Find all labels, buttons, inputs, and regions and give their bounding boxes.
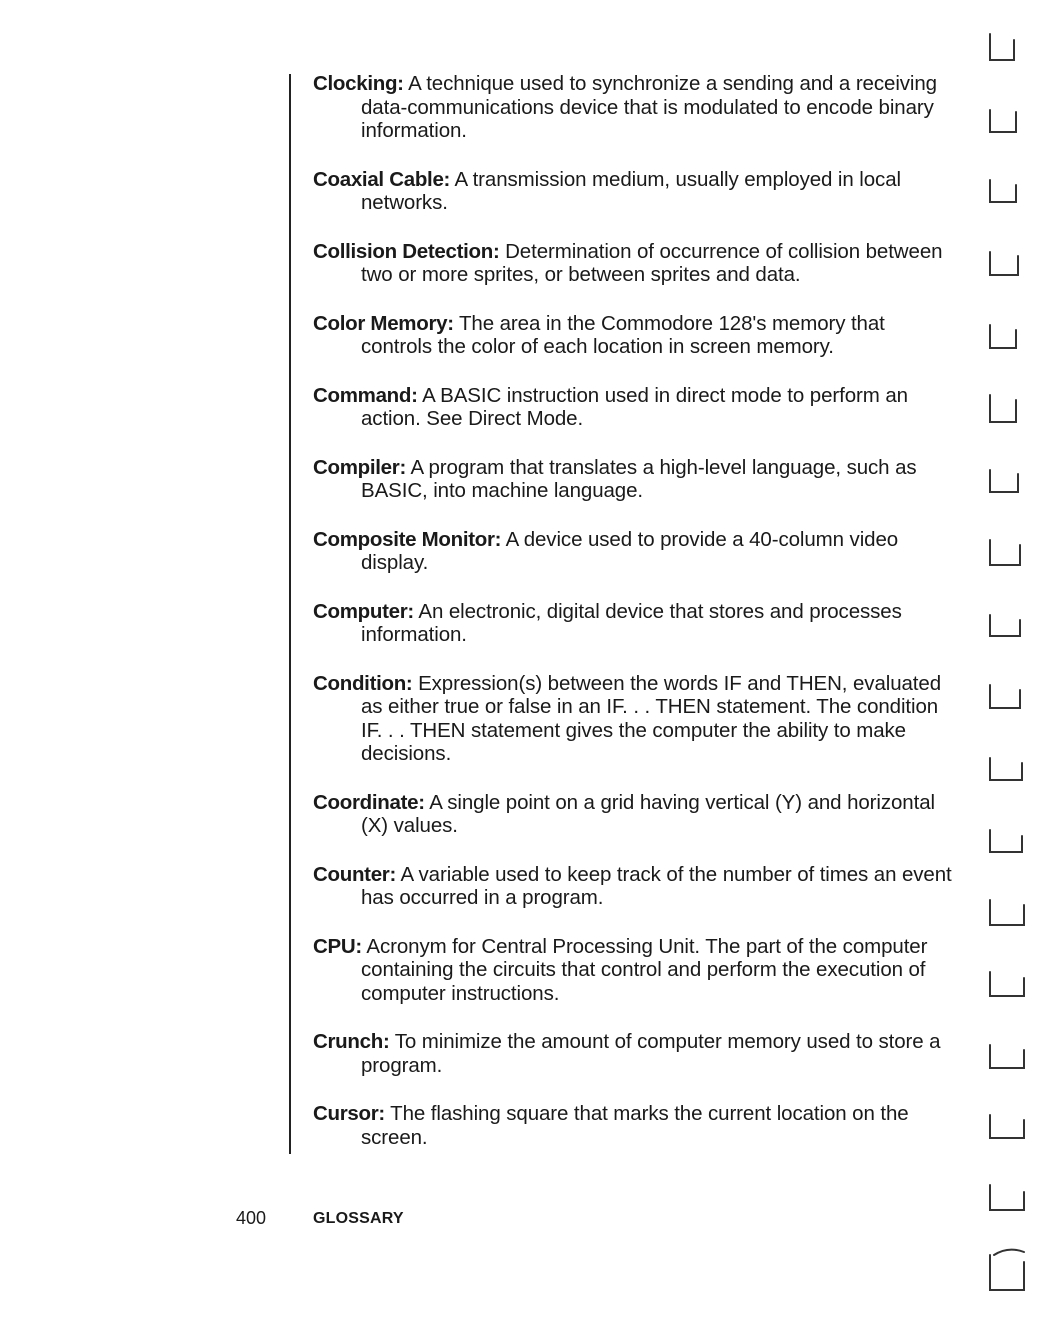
glossary-definition: A program that translates a high-level language, such as BASIC, into machine language. bbox=[361, 455, 917, 502]
glossary-entry bbox=[313, 672, 953, 766]
binding-hole-mark bbox=[990, 1115, 1024, 1138]
glossary-term: Counter: bbox=[313, 862, 397, 886]
glossary-term: Crunch: bbox=[313, 1030, 390, 1053]
glossary-definition: The area in the Commodore 128's memory that controls the color of each location in screen memory. bbox=[361, 311, 885, 358]
binding-hole-mark bbox=[990, 830, 1022, 852]
glossary-term: Coaxial Cable: bbox=[313, 167, 451, 191]
binding-hole-mark bbox=[990, 685, 1020, 708]
binding-hole-mark bbox=[990, 972, 1024, 996]
page-number: 400 bbox=[236, 1208, 267, 1228]
glossary-definition: A device used to provide a 40-column video display. bbox=[361, 527, 899, 574]
glossary-term: Composite Monitor: bbox=[313, 527, 502, 551]
glossary-entry bbox=[313, 528, 953, 575]
glossary-term: CPU: bbox=[313, 934, 362, 958]
binding-hole-mark bbox=[990, 1185, 1024, 1210]
binding-hole-mark bbox=[990, 1045, 1024, 1068]
glossary-entry bbox=[313, 863, 953, 910]
margin-rule bbox=[289, 74, 291, 1154]
glossary-definition: Expression(s) between the words IF and THEN, evaluated as either true or false in an IF. . . THEN statement. The condition IF. . . THEN statement gives the computer the ability to make decisions. bbox=[361, 671, 942, 765]
binding-hole-mark bbox=[990, 470, 1018, 492]
binding-hole-mark bbox=[990, 758, 1022, 780]
glossary-term: Color Memory: bbox=[313, 311, 454, 335]
glossary-term: Collision Detection: bbox=[313, 239, 500, 263]
glossary-entry bbox=[313, 312, 953, 359]
glossary-entry bbox=[313, 600, 953, 647]
section-label: GLOSSARY bbox=[313, 1210, 404, 1227]
binding-holes bbox=[984, 30, 1034, 1300]
glossary-term: Compiler: bbox=[313, 455, 406, 479]
glossary-term: Coordinate: bbox=[313, 790, 425, 814]
binding-hole-mark bbox=[990, 395, 1016, 422]
binding-hole-mark bbox=[990, 34, 1014, 60]
glossary-definition: A BASIC instruction used in direct mode to perform an action. See Direct Mode. bbox=[361, 383, 908, 430]
binding-hole-mark bbox=[990, 615, 1020, 636]
binding-hole-mark bbox=[990, 180, 1016, 202]
glossary-entry bbox=[313, 1102, 953, 1149]
glossary-term: Command: bbox=[313, 383, 418, 407]
glossary-entry bbox=[313, 935, 953, 1006]
glossary-entry bbox=[313, 72, 953, 143]
binding-hole-mark bbox=[990, 325, 1016, 348]
glossary-list bbox=[313, 72, 953, 1174]
glossary-definition: A variable used to keep track of the number of times an event has occurred in a program. bbox=[361, 862, 952, 909]
glossary-definition: The flashing square that marks the current location on the screen. bbox=[361, 1102, 909, 1149]
glossary-entry bbox=[313, 456, 953, 503]
glossary-entry bbox=[313, 384, 953, 431]
binding-hole-mark bbox=[990, 540, 1020, 565]
glossary-definition: A transmission medium, usually employed in local networks. bbox=[361, 167, 901, 214]
glossary-definition: A single point on a grid having vertical (Y) and horizontal (X) values. bbox=[361, 790, 935, 837]
binding-hole-mark bbox=[990, 1250, 1024, 1290]
glossary-entry bbox=[313, 791, 953, 838]
glossary-entry bbox=[313, 1030, 953, 1077]
binding-hole-mark bbox=[990, 110, 1016, 132]
glossary-term: Cursor: bbox=[313, 1102, 385, 1125]
glossary-entry bbox=[313, 168, 953, 215]
binding-hole-mark bbox=[990, 252, 1018, 275]
glossary-term: Clocking: bbox=[313, 72, 404, 95]
glossary-definition: Determination of occurrence of collision between two or more sprites, or between sprites and data. bbox=[361, 239, 943, 286]
binding-hole-mark bbox=[990, 900, 1024, 925]
glossary-definition: To minimize the amount of computer memory used to store a program. bbox=[361, 1030, 941, 1077]
glossary-definition: An electronic, digital device that stores and processes information. bbox=[361, 599, 902, 646]
glossary-definition: Acronym for Central Processing Unit. The part of the computer containing the circuits that control and perform the execution of computer instructions. bbox=[361, 934, 928, 1005]
glossary-term: Condition: bbox=[313, 671, 413, 695]
glossary-definition: A technique used to synchronize a sending and a receiving data-communications device that is modulated to encode binary information. bbox=[361, 72, 937, 142]
glossary-term: Computer: bbox=[313, 599, 414, 623]
glossary-entry bbox=[313, 240, 953, 287]
